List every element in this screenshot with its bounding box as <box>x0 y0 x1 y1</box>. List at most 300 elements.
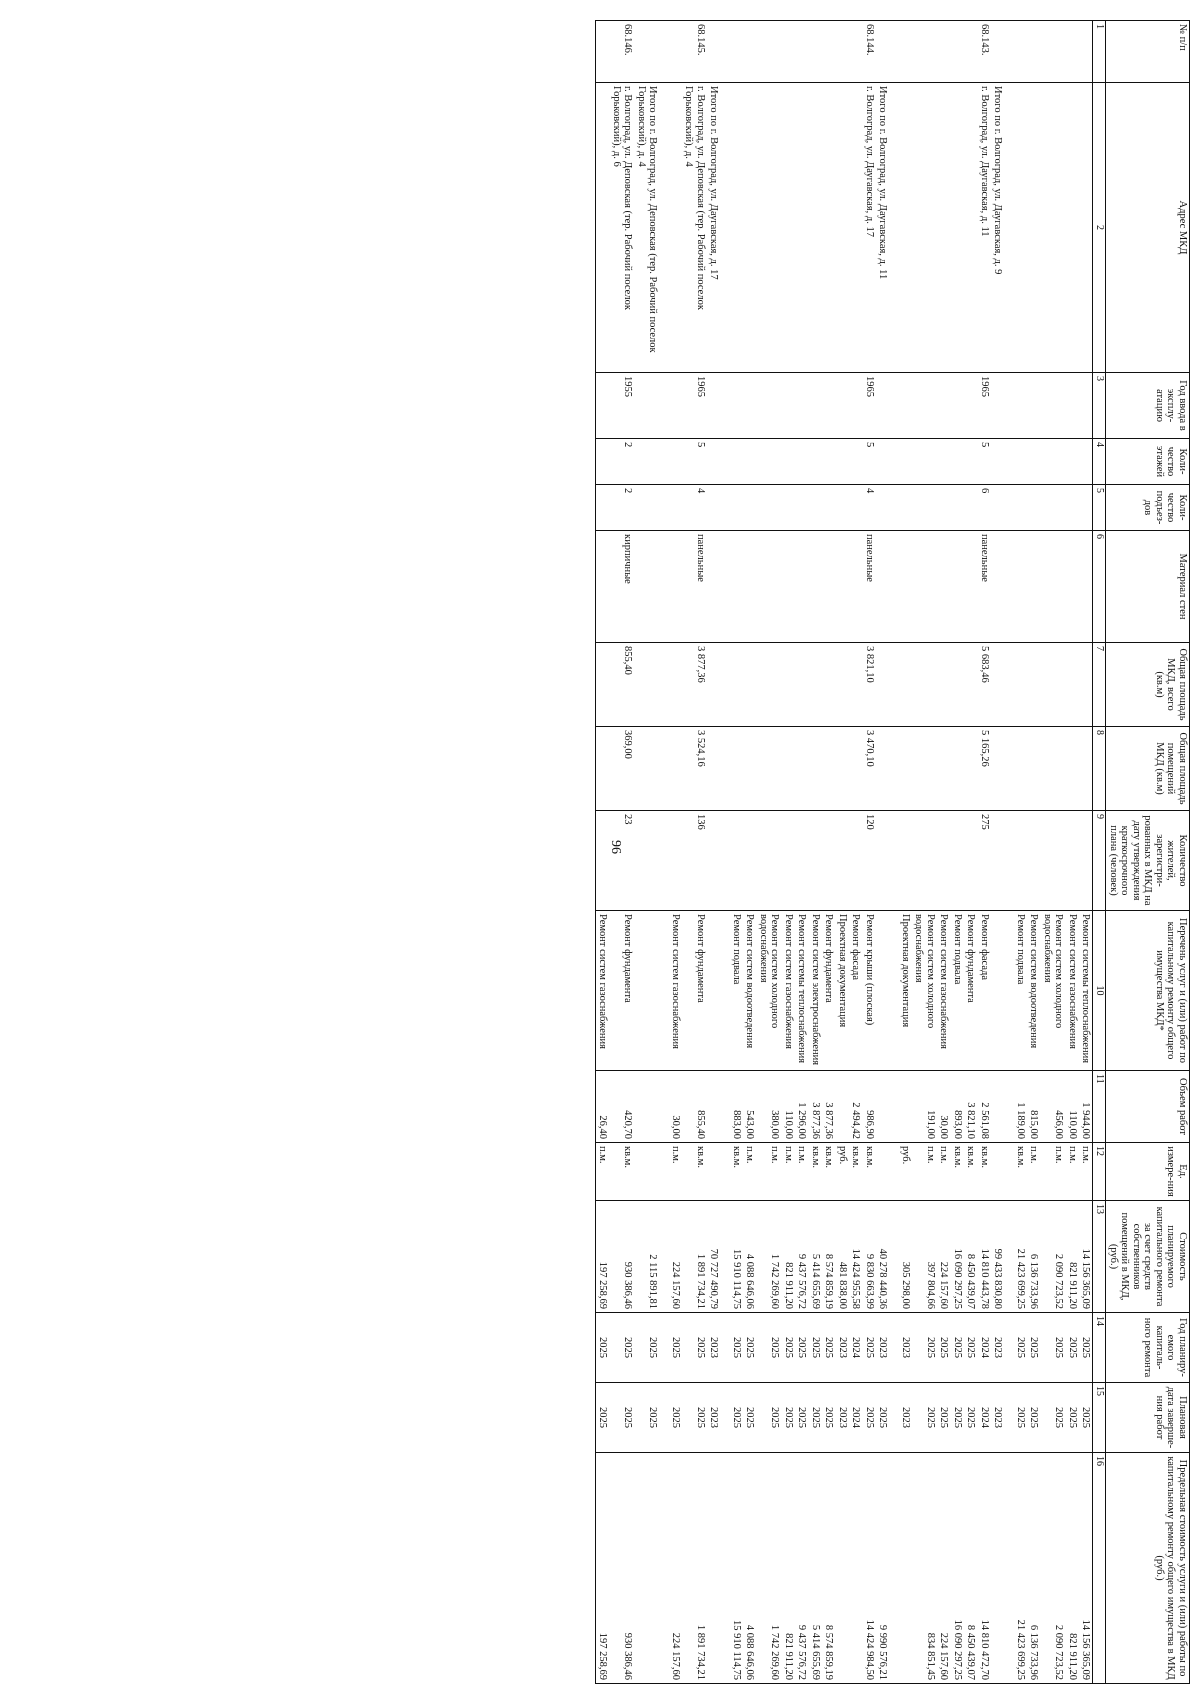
table-cell <box>795 485 809 531</box>
table-cell: 2 090 723,52 <box>1041 1201 1066 1313</box>
table-cell <box>707 1453 730 1684</box>
table-cell: 1965 <box>682 373 707 439</box>
table-cell: 1965 <box>863 373 877 439</box>
table-cell: п.м. <box>912 1143 937 1201</box>
table-cell <box>899 485 913 531</box>
work-row <box>743 21 757 1684</box>
table-cell <box>596 727 610 811</box>
table-cell: 8 450 439,07 <box>964 1201 978 1313</box>
table-cell: 16 090 297,25 <box>951 1453 965 1684</box>
table-cell: 2025 <box>757 1383 782 1453</box>
table-cell <box>876 811 899 911</box>
table-cell <box>836 485 850 531</box>
table-cell: 2025 <box>730 1313 744 1383</box>
table-cell: Ремонт подвала <box>951 911 965 1071</box>
table-cell: 1955 <box>610 373 635 439</box>
table-cell: 6 <box>978 485 992 531</box>
table-cell: кв.м. <box>849 1143 863 1201</box>
table-cell: 30,00 <box>669 1071 683 1143</box>
table-cell <box>849 531 863 643</box>
table-cell <box>782 727 796 811</box>
table-cell: 14 156 365,09 <box>1079 1201 1093 1313</box>
column-number: 16 <box>1093 1453 1106 1684</box>
table-cell <box>991 643 1014 727</box>
table-cell <box>991 1143 1014 1201</box>
table-cell <box>635 811 669 911</box>
table-body <box>596 21 1094 1684</box>
table-cell <box>782 531 796 643</box>
table-cell: 2025 <box>809 1383 823 1453</box>
table-cell <box>937 531 951 643</box>
table-cell: 2025 <box>822 1383 836 1453</box>
table-cell: 2023 <box>899 1313 913 1383</box>
table-cell: Ремонт систем газоснабжения <box>669 911 683 1071</box>
table-cell <box>822 21 836 83</box>
table-cell: 1965 <box>978 373 992 439</box>
table-cell: Ремонт фундамента <box>822 911 836 1071</box>
table-cell <box>707 643 730 727</box>
table-cell: 2023 <box>707 1383 730 1453</box>
table-cell <box>1027 531 1041 643</box>
table-cell <box>635 21 669 83</box>
table-cell <box>1079 727 1093 811</box>
table-cell: панельные <box>978 531 992 643</box>
work-row <box>809 21 823 1684</box>
table-cell: 8 574 859,19 <box>822 1201 836 1313</box>
table-cell <box>937 373 951 439</box>
work-row <box>795 21 809 1684</box>
table-cell: 2025 <box>937 1313 951 1383</box>
table-cell: 2024 <box>849 1313 863 1383</box>
table-cell: кв.м. <box>822 1143 836 1201</box>
table-cell <box>730 643 744 727</box>
table-cell: 305 298,00 <box>899 1201 913 1313</box>
table-cell: 2025 <box>951 1383 965 1453</box>
table-cell: 2 090 723,52 <box>1041 1453 1066 1684</box>
table-cell <box>596 643 610 727</box>
table-cell <box>822 727 836 811</box>
house-row <box>978 21 992 1684</box>
table-cell: 821 911,20 <box>782 1201 796 1313</box>
table-cell: 16 090 297,25 <box>951 1201 965 1313</box>
table-cell: 2025 <box>682 1313 707 1383</box>
total-row <box>707 21 730 1684</box>
table-cell: 2023 <box>899 1383 913 1453</box>
table-cell <box>707 21 730 83</box>
table-cell <box>1079 811 1093 911</box>
table-cell: 883,00 <box>730 1071 744 1143</box>
table-cell <box>991 21 1014 83</box>
table-cell: 2025 <box>951 1313 965 1383</box>
table-cell: г. Волгоград, ул. Деповская (тер. Рабочий поселок Горьковский), д. 6 <box>610 83 635 373</box>
table-cell: 136 <box>682 811 707 911</box>
table-cell: 2025 <box>1027 1313 1041 1383</box>
table-cell <box>899 727 913 811</box>
table-cell: 2025 <box>757 1313 782 1383</box>
table-cell: 2023 <box>991 1313 1014 1383</box>
table-cell <box>635 1143 669 1201</box>
table-cell <box>964 485 978 531</box>
table-cell: 99 433 830,80 <box>991 1201 1014 1313</box>
table-cell: г. Волгоград, ул. Деповская (тер. Рабочий поселок Горьковский), д. 4 <box>682 83 707 373</box>
table-cell <box>596 83 610 373</box>
table-cell: Ремонт систем газоснабжения <box>782 911 796 1071</box>
table-cell: Ремонт систем газоснабжения <box>596 911 610 1071</box>
table-cell <box>836 373 850 439</box>
table-cell: 2025 <box>1014 1383 1028 1453</box>
table-cell: 23 <box>610 811 635 911</box>
table-cell <box>849 439 863 485</box>
table-cell <box>937 811 951 911</box>
table-cell: Ремонт систем холодного водоснабжения <box>1041 911 1066 1071</box>
table-cell: 5 414 655,69 <box>809 1201 823 1313</box>
table-cell <box>899 83 913 373</box>
work-row <box>964 21 978 1684</box>
table-cell <box>757 727 782 811</box>
table-cell <box>669 643 683 727</box>
table-cell: панельные <box>682 531 707 643</box>
table-cell <box>951 21 965 83</box>
table-cell: 2025 <box>809 1313 823 1383</box>
table-cell <box>795 727 809 811</box>
table-cell <box>635 531 669 643</box>
table-cell: 120 <box>863 811 877 911</box>
table-cell <box>849 727 863 811</box>
table-cell <box>1079 531 1093 643</box>
table-cell <box>849 811 863 911</box>
table-cell <box>757 485 782 531</box>
table-cell: Проектная документация <box>899 911 913 1071</box>
table-cell <box>1027 727 1041 811</box>
table-cell: 70 727 490,79 <box>707 1201 730 1313</box>
table-cell <box>782 439 796 485</box>
table-cell: 821 911,20 <box>782 1453 796 1684</box>
table-cell: п.м. <box>937 1143 951 1201</box>
column-number: 15 <box>1093 1383 1106 1453</box>
table-cell <box>743 373 757 439</box>
table-cell: 2023 <box>991 1383 1014 1453</box>
table-cell: Ремонт систем водоотведения <box>1027 911 1041 1071</box>
table-cell: 420,70 <box>610 1071 635 1143</box>
table-cell: 40 278 440,36 <box>876 1201 899 1313</box>
table-cell: кв.м. <box>730 1143 744 1201</box>
table-cell <box>795 21 809 83</box>
table-cell <box>730 531 744 643</box>
work-row <box>899 21 913 1684</box>
work-row <box>596 21 610 1684</box>
table-cell: Итого по г. Волгоград, ул. Даугавская, д. 11 <box>876 83 899 373</box>
table-cell <box>809 643 823 727</box>
table-cell <box>1014 439 1028 485</box>
table-cell: 456,00 <box>1041 1071 1066 1143</box>
table-cell: 2025 <box>912 1313 937 1383</box>
table-cell: руб. <box>899 1143 913 1201</box>
table-cell: 26,40 <box>596 1071 610 1143</box>
table-cell: 2025 <box>743 1383 757 1453</box>
table-cell <box>1041 439 1066 485</box>
table-cell: 68.144. <box>863 21 877 83</box>
table-cell: 2025 <box>635 1313 669 1383</box>
column-number: 7 <box>1093 643 1106 727</box>
table-cell <box>937 727 951 811</box>
table-cell: 5 414 655,69 <box>809 1453 823 1684</box>
table-cell <box>937 83 951 373</box>
table-cell <box>1014 811 1028 911</box>
table-cell <box>1014 643 1028 727</box>
table-cell: п.м. <box>743 1143 757 1201</box>
table-cell <box>912 727 937 811</box>
table-cell <box>1066 21 1080 83</box>
table-cell: п.м. <box>782 1143 796 1201</box>
table-cell <box>836 21 850 83</box>
column-number: 10 <box>1093 911 1106 1071</box>
table-cell: п.м. <box>1079 1143 1093 1201</box>
table-cell <box>743 485 757 531</box>
work-row <box>1066 21 1080 1684</box>
table-cell: Ремонт фундамента <box>610 911 635 1071</box>
table-cell <box>937 643 951 727</box>
table-cell: 14 424 955,58 <box>849 1201 863 1313</box>
table-cell: кв.м. <box>682 1143 707 1201</box>
table-cell: Ремонт систем водоотведения <box>743 911 757 1071</box>
table-cell: Итого по г. Волгоград, ул. Даугавская, д. 17 <box>707 83 730 373</box>
table-cell: 110,00 <box>782 1071 796 1143</box>
header-cell: Ед. измере-ния <box>1106 1143 1190 1201</box>
table-cell <box>1027 21 1041 83</box>
table-cell <box>836 531 850 643</box>
table-cell <box>809 531 823 643</box>
table-cell <box>1066 439 1080 485</box>
table-cell: 5 165,26 <box>978 727 992 811</box>
table-cell: Ремонт подвала <box>1014 911 1028 1071</box>
table-cell: Ремонт систем электроснабжения <box>809 911 823 1071</box>
table-cell: 2025 <box>1066 1383 1080 1453</box>
capital-repair-table <box>595 20 1190 1684</box>
table-cell <box>1041 811 1066 911</box>
table-cell <box>743 643 757 727</box>
table-cell <box>1014 727 1028 811</box>
table-cell: 3 877,36 <box>822 1071 836 1143</box>
table-cell <box>899 21 913 83</box>
table-header <box>1093 21 1190 1684</box>
table-cell <box>669 727 683 811</box>
table-cell <box>836 1453 850 1684</box>
table-cell <box>991 485 1014 531</box>
table-cell <box>964 373 978 439</box>
table-cell <box>730 83 744 373</box>
table-cell <box>951 531 965 643</box>
table-cell: 9 830 663,99 <box>863 1201 877 1313</box>
table-cell <box>730 485 744 531</box>
house-row <box>863 21 877 1684</box>
table-cell <box>1079 83 1093 373</box>
table-cell <box>596 439 610 485</box>
table-cell: 815,00 <box>1027 1071 1041 1143</box>
table-cell <box>951 373 965 439</box>
table-cell <box>1014 485 1028 531</box>
work-row <box>1014 21 1028 1684</box>
table-cell <box>1014 83 1028 373</box>
table-cell <box>822 485 836 531</box>
header-cell: Коли-чество этажей <box>1106 439 1190 485</box>
table-cell <box>809 727 823 811</box>
table-cell: 2025 <box>782 1313 796 1383</box>
column-number: 3 <box>1093 373 1106 439</box>
table-cell <box>1041 531 1066 643</box>
table-cell: 380,00 <box>757 1071 782 1143</box>
table-cell <box>849 83 863 373</box>
table-cell <box>782 811 796 911</box>
table-cell: Ремонт фундамента <box>964 911 978 1071</box>
table-cell: 2025 <box>1041 1383 1066 1453</box>
table-cell <box>1079 373 1093 439</box>
table-cell <box>1014 531 1028 643</box>
table-cell: г. Волгоград, ул. Даугавская, д. 11 <box>978 83 992 373</box>
table-cell: 15 910 114,75 <box>730 1453 744 1684</box>
table-cell: Ремонт фасада <box>978 911 992 1071</box>
page-number: 96 <box>608 840 623 854</box>
table-cell: 3 877,36 <box>682 643 707 727</box>
table-cell <box>1079 643 1093 727</box>
table-cell <box>743 531 757 643</box>
table-cell: Итого по г. Волгоград, ул. Даугавская, д. 9 <box>991 83 1014 373</box>
header-cell: Общая площадь МКД, всего (кв.м) <box>1106 643 1190 727</box>
table-cell <box>1066 485 1080 531</box>
table-cell: 930 386,46 <box>610 1201 635 1313</box>
table-cell <box>707 1143 730 1201</box>
table-cell <box>822 643 836 727</box>
table-cell <box>1027 485 1041 531</box>
table-cell <box>836 439 850 485</box>
table-cell: 68.145. <box>682 21 707 83</box>
table-cell: кв.м. <box>863 1143 877 1201</box>
table-cell <box>912 21 937 83</box>
column-number: 8 <box>1093 727 1106 811</box>
header-cell: Стоимость планируемого капитального ремонта за счет средств собственников помещений в МКД, (руб.) <box>1106 1201 1190 1313</box>
table-cell: 2 115 891,81 <box>635 1201 669 1313</box>
table-cell: п.м. <box>1041 1143 1066 1201</box>
table-cell: 2025 <box>822 1313 836 1383</box>
table-cell <box>596 373 610 439</box>
table-cell <box>707 485 730 531</box>
table-cell <box>912 373 937 439</box>
table-cell <box>730 727 744 811</box>
table-cell <box>757 811 782 911</box>
table-cell: 2025 <box>795 1383 809 1453</box>
table-cell <box>795 83 809 373</box>
table-cell: 2 494,42 <box>849 1071 863 1143</box>
table-cell: 197 258,69 <box>596 1201 610 1313</box>
table-cell <box>876 21 899 83</box>
table-cell <box>1066 83 1080 373</box>
table-cell <box>669 485 683 531</box>
table-cell: 110,00 <box>1066 1071 1080 1143</box>
table-cell <box>1041 727 1066 811</box>
table-cell <box>951 485 965 531</box>
header-cell: Коли-чество подъез-дов <box>1106 485 1190 531</box>
table-cell: 2024 <box>849 1383 863 1453</box>
table-cell <box>951 643 965 727</box>
table-cell: руб. <box>836 1143 850 1201</box>
table-cell <box>707 1071 730 1143</box>
table-cell <box>809 439 823 485</box>
table-cell: 821 911,20 <box>1066 1453 1080 1684</box>
header-cell: Год планиру-емого капиталь-ного ремонта <box>1106 1313 1190 1383</box>
table-cell <box>964 727 978 811</box>
table-cell <box>836 1071 850 1143</box>
table-cell: п.м. <box>795 1143 809 1201</box>
table-cell <box>876 373 899 439</box>
table-cell <box>1041 485 1066 531</box>
table-cell <box>1041 643 1066 727</box>
table-cell <box>1027 83 1041 373</box>
table-cell <box>1041 373 1066 439</box>
work-row <box>951 21 965 1684</box>
table-cell: 3 877,36 <box>809 1071 823 1143</box>
table-cell: Ремонт систем холодного водоснабжения <box>757 911 782 1071</box>
header-cell: Плановая дата заверше-ния работ <box>1106 1383 1190 1453</box>
table-cell <box>912 643 937 727</box>
table-cell: 397 804,66 <box>912 1201 937 1313</box>
table-cell: 2024 <box>978 1383 992 1453</box>
column-number: 12 <box>1093 1143 1106 1201</box>
table-cell <box>1066 811 1080 911</box>
table-cell: 2024 <box>978 1313 992 1383</box>
table-cell: 224 157,60 <box>937 1201 951 1313</box>
table-cell <box>635 485 669 531</box>
work-row <box>1041 21 1066 1684</box>
table-cell <box>669 531 683 643</box>
table-cell <box>822 439 836 485</box>
table-cell <box>707 531 730 643</box>
table-cell: 2025 <box>782 1383 796 1453</box>
table-cell <box>991 1453 1014 1684</box>
table-cell: 1 742 269,60 <box>757 1201 782 1313</box>
table-cell <box>899 643 913 727</box>
total-row <box>635 21 669 1684</box>
table-cell <box>809 811 823 911</box>
table-cell: п.м. <box>669 1143 683 1201</box>
table-cell: Ремонт подвала <box>730 911 744 1071</box>
table-cell: 2023 <box>876 1313 899 1383</box>
table-cell: 14 156 365,09 <box>1079 1453 1093 1684</box>
table-cell: 8 450 439,07 <box>964 1453 978 1684</box>
table-cell <box>596 531 610 643</box>
table-cell: 1 891 734,21 <box>682 1453 707 1684</box>
header-cell: № п/п <box>1106 21 1190 83</box>
table-cell: 68.146. <box>610 21 635 83</box>
table-cell <box>1079 485 1093 531</box>
table-cell: Ремонт фундамента <box>682 911 707 1071</box>
table-cell: 68.143. <box>978 21 992 83</box>
table-cell <box>707 911 730 1071</box>
table-cell: 224 157,60 <box>669 1453 683 1684</box>
table-cell <box>635 373 669 439</box>
table-cell <box>1066 531 1080 643</box>
table-cell: 197 258,69 <box>596 1453 610 1684</box>
table-cell: 1 189,00 <box>1014 1071 1028 1143</box>
table-cell <box>743 727 757 811</box>
work-row <box>912 21 937 1684</box>
table-cell: п.м. <box>757 1143 782 1201</box>
table-cell: 2025 <box>743 1313 757 1383</box>
table-cell <box>1027 373 1041 439</box>
table-cell <box>964 531 978 643</box>
table-cell <box>782 21 796 83</box>
table-cell: кирпичные <box>610 531 635 643</box>
table-cell: 1 891 734,21 <box>682 1201 707 1313</box>
table-cell <box>795 643 809 727</box>
